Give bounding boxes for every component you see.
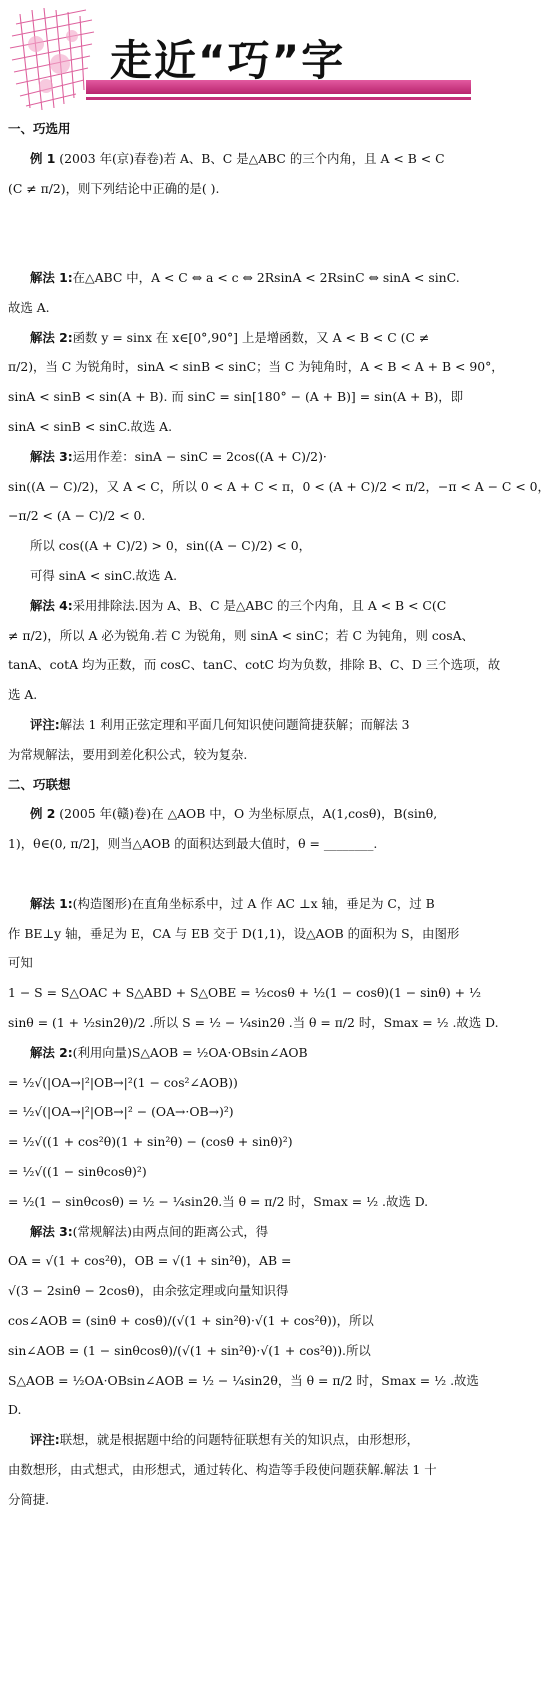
- line-text: 联想，就是根据题中给的问题特征联想有关的知识点，由形想形，: [59, 1432, 420, 1448]
- text-line: [30, 1223, 465, 1241]
- text-line: [30, 805, 465, 823]
- line-text: (常规解法)由两点间的距离公式，得: [72, 1223, 269, 1239]
- text-line: [8, 1103, 465, 1121]
- text-line: [8, 656, 501, 674]
- line-text: 所以 cos((A + C)/2) > 0，sin((A − C)/2) < 0，: [30, 538, 312, 554]
- text-line: [8, 507, 465, 525]
- text-line: [8, 1074, 465, 1092]
- text-line: [8, 1491, 465, 1509]
- page-title: 走近“巧”字: [110, 36, 346, 85]
- line-text: (构造图形)在直角坐标系中，过 A 作 AC ⊥x 轴，垂足为 C，过 B: [72, 895, 435, 911]
- text-line: [8, 835, 465, 853]
- solution-label: 解法 1:: [30, 270, 73, 285]
- text-line: [8, 358, 504, 376]
- solution-label: 解法 2:: [30, 329, 73, 345]
- text-line: [8, 1133, 465, 1151]
- line-text: √(3 − 2sinθ − 2cosθ)，由余弦定理或向量知识得: [8, 1283, 289, 1299]
- solution-label: 例 1: [30, 150, 56, 166]
- text-line: [30, 1431, 465, 1449]
- text-line: [8, 1163, 465, 1181]
- solution-label: 评注:: [30, 1432, 60, 1448]
- line-text: sinθ = (1 + ½sin2θ)/2 .所以 S = ½ − ¼sin2θ .当 θ = π/2 时，Smax = ½ .故选 D.: [8, 1015, 499, 1030]
- line-text: = ½√((1 − sinθcosθ)²): [8, 1164, 147, 1179]
- line-text: 为常规解法，要用到差化积公式，较为复杂.: [8, 746, 248, 762]
- solution-label: 解法 1:: [30, 895, 73, 911]
- text-line: [30, 895, 465, 913]
- line-text: 一、巧选用: [8, 121, 71, 136]
- line-text: 分简捷.: [8, 1491, 50, 1507]
- line-text: ≠ π/2)，所以 A 必为锐角.若 C 为锐角，则 sinA < sinC；若 C 为钝角，则 cosA、: [8, 627, 474, 643]
- header-underline: [86, 97, 471, 100]
- text-line: [30, 1044, 465, 1062]
- line-text: (2005 年(赣)卷)在 △AOB 中，O 为坐标原点，A(1,cosθ)，B(sinθ,: [55, 806, 438, 822]
- line-text: 可知: [8, 955, 33, 971]
- text-line: [30, 567, 465, 585]
- text-line: [8, 984, 481, 1002]
- line-text: 故选 A.: [8, 299, 50, 315]
- line-text: sin((A − C)/2)，又 A < C，所以 0 < A + C < π，0 < (A + C)/2 < π/2，−π < A − C < 0，: [8, 478, 550, 494]
- text-line: [8, 299, 465, 317]
- text-line: [8, 1282, 465, 1300]
- line-text: OA = √(1 + cos²θ)，OB = √(1 + sin²θ)，AB =: [8, 1253, 292, 1269]
- decorative-ribbon-graphic: [6, 4, 98, 114]
- line-text: 1 − S = S△OAC + S△ABD + S△OBE = ½cosθ + ½(1 − cosθ)(1 − sinθ) + ½: [8, 985, 481, 1001]
- line-text: sin∠AOB = (1 − sinθcosθ)/(√(1 + sin²θ)·√(1 + cos²θ)).所以: [8, 1342, 371, 1358]
- text-line: [30, 269, 465, 287]
- line-text: S△AOB = ½OA·OBsin∠AOB = ½ − ¼sin2θ，当 θ = π/2 时，Smax = ½ .故选: [8, 1372, 479, 1388]
- text-line: [8, 478, 550, 496]
- text-line: [30, 537, 465, 555]
- line-text: π/2)，当 C 为锐角时，sinA < sinB < sinC；当 C 为钝角时，A < B < A + B < 90°，: [8, 359, 504, 375]
- solution-label: 解法 2:: [30, 1044, 73, 1060]
- solution-label: 解法 3:: [30, 1223, 73, 1239]
- solution-label: 解法 3:: [30, 448, 73, 464]
- text-line: [8, 1372, 479, 1390]
- line-text: 选 A.: [8, 687, 38, 703]
- line-text: 由数想形，由式想式，由形想式，通过转化、构造等手段使问题获解.解法 1 十: [8, 1462, 437, 1477]
- line-text: (C ≠ π/2)，则下列结论中正确的是( ).: [8, 180, 220, 196]
- header-banner: [0, 0, 471, 118]
- solution-label: 解法 4:: [30, 597, 73, 613]
- line-text: 1)，θ∈(0, π/2]，则当△AOB 的面积达到最大值时，θ = ________.: [8, 836, 378, 852]
- text-line: [8, 1252, 465, 1270]
- line-text: sinA < sinB < sinC.故选 A.: [8, 419, 173, 434]
- text-line: [8, 1193, 465, 1211]
- text-line: [8, 388, 465, 406]
- line-text: sinA < sinB < sin(A + B). 而 sinC = sin[180° − (A + B)] = sin(A + B)，即: [8, 389, 464, 405]
- line-text: −π/2 < (A − C)/2 < 0.: [8, 508, 146, 524]
- text-line: [8, 1014, 499, 1032]
- solution-label: 例 2: [30, 806, 56, 822]
- line-text: tanA、cotA 均为正数，而 cosC、tanC、cotC 均为负数，排除 B、C、D 三个选项，故: [8, 657, 501, 673]
- text-line: [8, 120, 465, 138]
- text-line: [8, 1342, 465, 1360]
- line-text: D.: [8, 1402, 22, 1418]
- text-line: [8, 1401, 465, 1419]
- text-line: [8, 686, 465, 704]
- line-text: 作 BE⊥y 轴，垂足为 E，CA 与 EB 交于 D(1,1)，设△AOB 的面积为 S，由图形: [8, 925, 460, 941]
- text-line: [30, 448, 465, 466]
- text-line: [30, 716, 465, 734]
- text-line: [8, 1461, 465, 1479]
- line-text: = ½(1 − sinθcosθ) = ½ − ¼sin2θ.当 θ = π/2 时，Smax = ½ .故选 D.: [8, 1193, 429, 1209]
- text-line: [30, 150, 465, 168]
- line-text: cos∠AOB = (sinθ + cosθ)/(√(1 + sin²θ)·√(1 + cos²θ))，所以: [8, 1313, 374, 1328]
- text-line: [8, 627, 474, 645]
- line-text: 采用排除法.因为 A、B、C 是△ABC 的三个内角，且 A < B < C(C: [72, 597, 447, 613]
- line-text: = ½√(|OA→|²|OB→|² − (OA→·OB→)²): [8, 1104, 234, 1120]
- text-line: [8, 776, 465, 794]
- line-text: 运用作差：sinA − sinC = 2cos((A + C)/2)·: [72, 448, 327, 464]
- line-text: 函数 y = sinx 在 x∈[0°,90°] 上是增函数，又 A < B < C (C ≠: [72, 329, 430, 345]
- line-text: 可得 sinA < sinC.故选 A.: [30, 568, 178, 583]
- text-line: [30, 329, 465, 347]
- text-line: [30, 597, 465, 615]
- line-text: = ½√((1 + cos²θ)(1 + sin²θ) − (cosθ + sinθ)²): [8, 1134, 293, 1150]
- line-text: (利用向量)S△AOB = ½OA·OBsin∠AOB: [72, 1044, 308, 1060]
- line-text: 解法 1 利用正弦定理和平面几何知识使问题简捷获解；而解法 3: [59, 717, 410, 732]
- line-text: 二、巧联想: [8, 776, 71, 792]
- line-text: (2003 年(京)春卷)若 A、B、C 是△ABC 的三个内角，且 A < B < C: [55, 150, 445, 166]
- text-line: [8, 418, 465, 436]
- text-line: [8, 1312, 465, 1330]
- text-line: [8, 954, 465, 972]
- line-text: = ½√(|OA→|²|OB→|²(1 − cos²∠AOB)): [8, 1074, 238, 1090]
- solution-label: 评注:: [30, 717, 60, 732]
- line-text: 在△ABC 中，A < C ⇔ a < c ⇔ 2RsinA < 2RsinC ⇔ sinA < sinC.: [72, 270, 460, 285]
- text-line: [8, 180, 465, 198]
- text-line: [8, 746, 465, 764]
- text-line: [8, 925, 465, 943]
